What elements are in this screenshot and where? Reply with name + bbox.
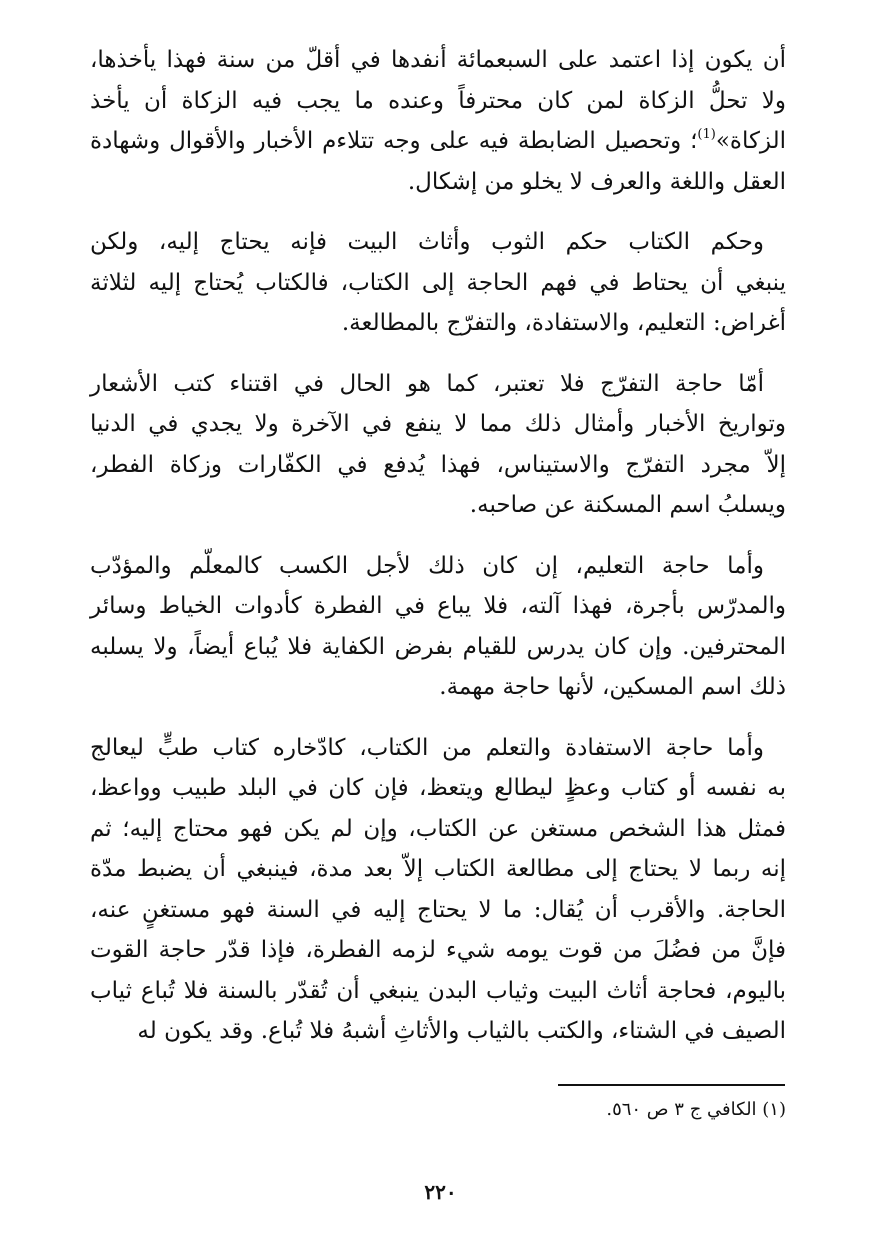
- text-line: [90, 768, 786, 809]
- page-number: ٢٢٠: [424, 1180, 457, 1204]
- text-line: [90, 40, 786, 81]
- paragraph: [90, 40, 786, 202]
- line-text: أغراض: التعليم، والاستفادة، والتفرّج بالمطالعة.: [341, 310, 786, 336]
- line-text: وأما حاجة الاستفادة والتعلم من الكتاب، كادّخاره كتاب طبٍّ ليعالج: [90, 734, 764, 761]
- text-line: [90, 445, 786, 486]
- line-text: وأما حاجة التعليم، إن كان ذلك لأجل الكسب كالمعلّم والمؤدّب: [90, 552, 764, 579]
- line-text: ذلك اسم المسكين، لأنها حاجة مهمة.: [439, 674, 786, 700]
- paragraph: [90, 728, 786, 1052]
- footnote-reference: (1): [697, 127, 716, 142]
- footnote-divider: [558, 1084, 785, 1086]
- line-text: ولا تحلُّ الزكاة لمن كان محترفاً وعنده ما يجب فيه الزكاة أن يأخذ: [90, 87, 786, 114]
- text-line: [90, 971, 786, 1012]
- text-line: [90, 728, 786, 769]
- line-text: العقل واللغة والعرف لا يخلو من إشكال.: [407, 168, 786, 195]
- text-line: [90, 930, 786, 971]
- line-text: إنه ربما لا يحتاج إلى مطالعة الكتاب إلاّ بعد مدة، فينبغي أن يضبط مدّة: [90, 856, 786, 882]
- line-text: فمثل هذا الشخص مستغن عن الكتاب، وإن لم يكن فهو محتاج إليه؛ ثم: [90, 815, 786, 842]
- line-text: الزكاة»$^{(1)}$؛ وتحصيل الضابطة فيه على وجه تتلاءم الأخبار والأقوال وشهادة: [90, 127, 786, 154]
- paragraph: [90, 546, 786, 708]
- text-line: [90, 546, 786, 587]
- text-line: [90, 404, 786, 445]
- footnote: (١) الكافي ج ٣ ص ٥٦٠.: [606, 1099, 786, 1120]
- line-text: أن يكون إذا اعتمد على السبعمائة أنفدها في أقلّ من سنة فهذا يأخذها،: [90, 47, 786, 73]
- text-line: [90, 809, 786, 850]
- line-text: وتواريخ الأخبار وأمثال ذلك مما لا ينفع في الآخرة ولا يجدي في الدنيا: [90, 411, 786, 437]
- text-line: [90, 303, 786, 344]
- text-line: [90, 1011, 786, 1052]
- text-line: [90, 485, 786, 526]
- text-line: [90, 890, 786, 931]
- line-text: المحترفين. وإن كان يدرس للقيام بفرض الكفاية فلا يُباع أيضاً، ولا يسلبه: [90, 633, 786, 660]
- paragraph: [90, 222, 786, 344]
- text-line: [90, 364, 786, 405]
- text-line: [90, 627, 786, 668]
- line-text: باليوم، فحاجة أثاث البيت وثياب البدن ينبغي أن تُقدّر بالسنة فلا تُباع ثياب: [90, 977, 786, 1004]
- line-text: وحكم الكتاب حكم الثوب وأثاث البيت فإنه يحتاج إليه، ولكن: [90, 229, 764, 255]
- text-line: [90, 81, 786, 122]
- line-text: ينبغي أن يحتاط في فهم الحاجة إلى الكتاب، فالكتاب يُحتاج إليه لثلاثة: [90, 269, 786, 296]
- line-text: الصيف في الشتاء، والكتب بالثياب والأثاثِ أشبهُ فلا تُباع. وقد يكون له: [137, 1018, 786, 1044]
- line-text: ويسلبُ اسم المسكنة عن صاحبه.: [469, 492, 786, 518]
- line-text: الحاجة. والأقرب أن يُقال: ما لا يحتاج إليه في السنة فهو مستغنٍ عنه،: [90, 896, 786, 923]
- text-line: [90, 849, 786, 890]
- text-line: [90, 121, 786, 162]
- text-line: [90, 586, 786, 627]
- text-line: [90, 263, 786, 304]
- paragraph: [90, 364, 786, 526]
- line-text: أمّا حاجة التفرّج فلا تعتبر، كما هو الحال في اقتناء كتب الأشعار: [90, 370, 764, 397]
- line-text: فإنَّ من فضُلَ من قوت يومه شيء لزمه الفطرة، فإذا قدّر حاجة القوت: [90, 937, 786, 963]
- main-text: [90, 40, 786, 1072]
- text-line: [90, 667, 786, 708]
- text-line: [90, 222, 786, 263]
- text-line: [90, 162, 786, 203]
- line-text: به نفسه أو كتاب وعظٍ ليطالع ويتعظ، فإن كان في البلد طبيب وواعظ،: [90, 775, 786, 801]
- line-text: والمدرّس بأجرة، فهذا آلته، فلا يباع في الفطرة كأدوات الخياط وسائر: [90, 593, 786, 619]
- line-text: إلاّ مجرد التفرّج والاستيناس، فهذا يُدفع في الكفّارات وزكاة الفطر،: [90, 451, 786, 478]
